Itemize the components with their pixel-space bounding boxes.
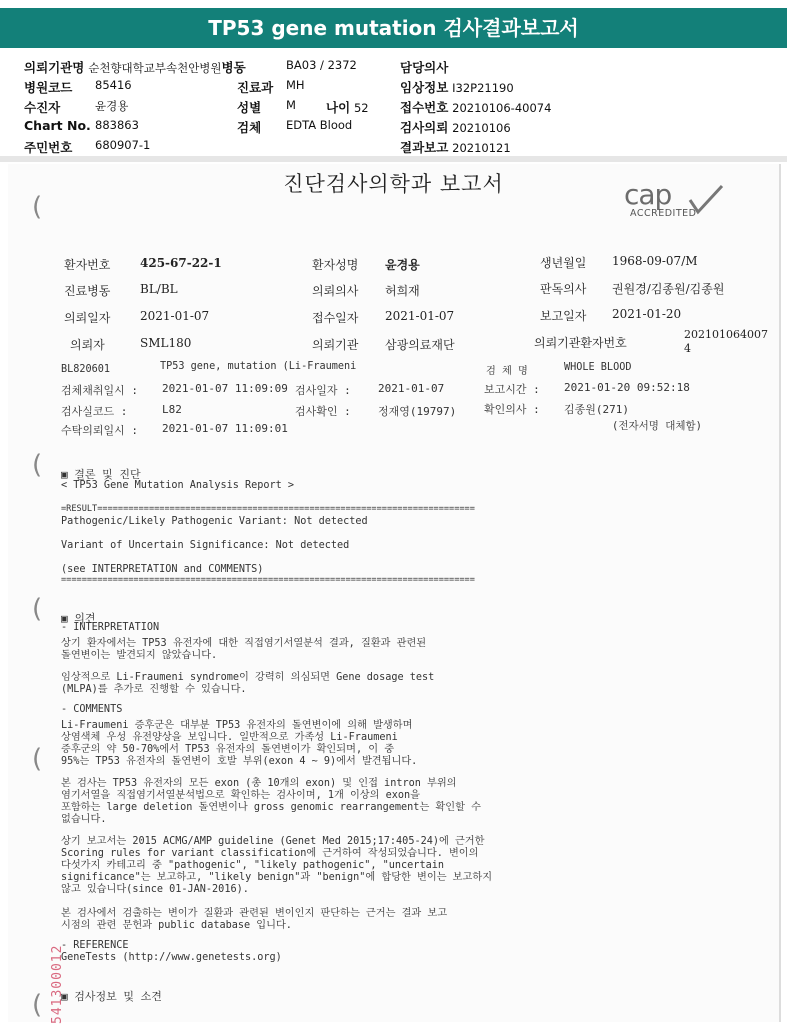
test-name: TP53 gene, mutation (Li-Fraumeni [160,361,357,372]
patient: 수진자 [24,100,61,115]
hospital-code-value: 85416 [95,78,132,92]
comments-line: 않고 있습니다(since 01-JAN-2016). [61,884,249,895]
conclusion-heading: ▣ 결론 및 진단 [61,468,141,481]
birth-label: 생년월일 [540,256,587,270]
comments-line: 상염색체 우성 유전양상을 보입니다. 일반적으로 가족성 Li-Fraumeni [61,732,398,743]
reading-value: 권원경/김종원/김종원 [612,282,725,296]
esign-note: (전자서명 대체함) [612,420,702,432]
collect-label: 검체채취일시 : [61,384,139,397]
ward-label: 진료병동 [64,284,111,298]
result-divider: =RESULT========================================================================= [61,504,475,514]
comments-line: 다섯가지 카테고리 중 "pathogenic", "likely pathogenic", "uncertain [61,860,444,871]
specimen-value: EDTA Blood [286,118,353,132]
dept-value: MH [286,78,305,92]
clinical-info: 임상정보 I32P21190 [400,80,514,95]
chart-no-value: 883863 [95,118,139,132]
comments-line: 상기 보고서는 2015 ACMG/AMP guideline (Genet Med 2015;17:405-24)에 근거한 [61,836,485,847]
test-date-value: 2021-01-07 [378,382,445,395]
confirm-doc-value: 김종원(271) [564,403,629,416]
reference-link: GeneTests (http://www.genetests.org) [61,952,282,963]
comments-line: 95%는 TP53 유전자의 돌연변이 호발 부위(exon 4 ~ 9)에서 발견됩니다. [61,756,418,767]
interpretation-line: 돌연변이는 발견되지 않았습니다. [61,650,218,661]
ward-value: BL/BL [140,282,178,296]
comments-line: 없습니다. [61,814,107,825]
patient-name-label: 환자성명 [312,258,359,272]
collect-value: 2021-01-07 11:09:09 [162,382,288,395]
req-inst-patient-no-value: 202101064007 [684,328,768,341]
interpretation-line: 임상적으로 Li-Fraumeni syndrome이 강력히 의심되면 Gene dosage test [61,672,435,683]
section-divider [0,156,787,162]
chart-no: Chart No. [24,118,91,133]
comments-line: 본 검사에서 검출하는 변이가 질환과 관련된 변이인지 판단하는 근거는 결과 보고 [61,908,448,919]
rep-date-value: 2021-01-20 [612,307,682,321]
requester-label: 의뢰자 [70,338,105,352]
opinion-heading: ▣ 의견 [61,612,96,625]
patient-no-value: 425-67-22-1 [140,256,222,270]
interpretation-heading: - INTERPRETATION [61,622,160,633]
binder-hole-icon: ( [32,450,43,480]
cap-logo-text: cap [624,178,672,211]
test-date-label: 검사일자 : [295,384,351,397]
test-info-heading: ▣ 검사정보 및 소견 [61,990,162,1003]
hospital-code: 병원코드 [24,80,73,95]
sex-value: M [286,98,296,112]
doctor-value: 허희재 [385,284,420,298]
reference-heading: - REFERENCE [61,940,129,951]
comments-line: 본 검사는 TP53 유전자의 모든 exon (총 10개의 exon) 및 인접 intron 부위의 [61,778,457,789]
patient-value: 윤경용 [95,99,129,113]
report-date: 결과보고 20210121 [400,140,511,155]
specimen-barcode-number: 541300012 [50,944,65,1024]
comments-line: 증후군의 약 50-70%에서 TP53 유전자의 돌연변이가 확인되며, 이 중 [61,744,395,755]
birth-value: 1968-09-07/M [612,254,698,268]
report-title-bar [0,8,787,48]
interpretation-line: (MLPA)를 추가로 진행할 수 있습니다. [61,684,247,695]
room-value: L82 [162,403,182,416]
rcv-date-label: 접수일자 [312,311,359,325]
interpretation-line: 상기 환자에서는 TP53 유전자에 대한 직접염기서열분석 결과, 질환과 관련된 [61,638,427,649]
patient-no-label: 환자번호 [64,258,111,272]
confirm-doc-label: 확인의사 : [484,403,540,416]
scan-title: 진단검사의학과 보고서 [283,172,504,196]
vus-result: Variant of Uncertain Significance: Not detected [61,540,350,551]
req-date-value: 2021-01-07 [140,309,210,323]
specimen-label: 검 체 명 [486,366,528,377]
resident-no-value: 680907-1 [95,138,151,152]
rcv-date-value: 2021-01-07 [385,309,455,323]
binder-hole-icon: ( [32,192,43,222]
requester-value: SML180 [140,336,192,350]
request-info-grid [0,52,787,155]
resident-no: 주민번호 [24,140,73,155]
request-date: 검사의뢰 20210106 [400,120,511,135]
pathogenic-result: Pathogenic/Likely Pathogenic Variant: Not detected [61,516,368,527]
specimen: 검체 [237,120,262,135]
doctor-label: 의뢰의사 [312,284,359,298]
req-inst-label: 의뢰기관 [312,338,359,352]
age: 나이 52 [326,100,369,115]
comments-line: Scoring rules for variant classification에 근거하여 작성되었습니다. 변이의 [61,848,479,859]
specimen-value: WHOLE BLOOD [564,362,632,373]
test-code: BL820601 [61,364,111,375]
req-date-label: 의뢰일자 [64,311,111,325]
comments-line: 시점의 관련 문헌과 public database 입니다. [61,920,292,931]
room-label: 검사실코드 : [61,405,128,418]
sex: 성별 [237,100,262,115]
scanned-report [8,164,781,1022]
comments-line: Li-Fraumeni 증후군은 대부분 TP53 유전자의 돌연변이에 의해 발생하며 [61,720,413,731]
analysis-report-title: < TP53 Gene Mutation Analysis Report > [61,480,295,491]
comments-line: significance"는 보고하고, "likely benign"과 "benign"에 합당한 변이는 보고하지 [61,872,493,883]
doctor: 담당의사 [400,60,449,75]
cap-accredited-text: ACCREDITED [630,208,697,219]
receipt-no: 접수번호 20210106-40074 [400,100,552,115]
report-time-label: 보고시간 : [484,383,540,396]
confirm-value: 정재영(19797) [378,405,457,418]
requesting-institution: 의뢰기관명 순천향대학교부속천안병원병동 [24,60,246,75]
binder-hole-icon: ( [32,990,43,1020]
rep-date-label: 보고일자 [540,309,587,323]
comments-heading: - COMMENTS [61,704,123,715]
report-time-value: 2021-01-20 09:52:18 [564,381,690,394]
reading-label: 판독의사 [540,282,587,296]
comments-line: 염기서열을 직접염기서열분석법으로 확인하는 검사이며, 1개 이상의 exon을 [61,790,420,801]
binder-hole-icon: ( [32,744,43,774]
result-end-divider: ================================================================================ [61,575,475,585]
order-label: 수탁의뢰일시 : [61,424,139,437]
ward-value: BA03 / 2372 [286,58,357,72]
see-interpretation: (see INTERPRETATION and COMMENTS) [61,564,264,575]
req-inst-patient-no-label: 의뢰기관환자번호 [534,336,627,350]
req-inst-patient-no-value-cont: 4 [684,342,691,355]
req-inst-value: 삼광의료재단 [385,338,455,352]
patient-name-value: 윤경용 [385,258,420,272]
report-title: TP53 gene mutation 검사결과보고서 [208,16,579,40]
binder-hole-icon: ( [32,594,43,624]
comments-line: 포함하는 large deletion 돌연변이나 gross genomic rearrangement는 확인할 수 [61,802,481,813]
dept: 진료과 [237,80,274,95]
confirm-label: 검사확인 : [295,405,351,418]
order-value: 2021-01-07 11:09:01 [162,422,288,435]
